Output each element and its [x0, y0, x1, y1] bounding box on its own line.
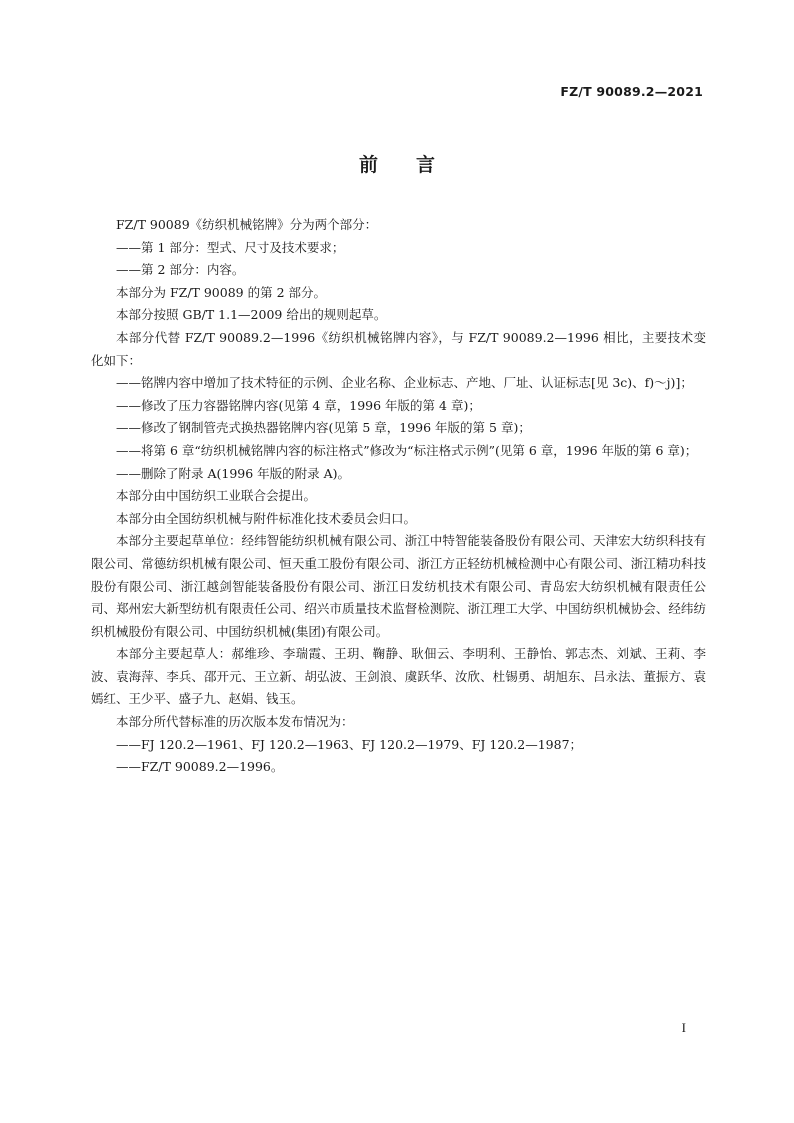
list-item-change-3: ——修改了钢制管壳式换热器铭牌内容(见第 5 章，1996 年版的第 5 章)； [116, 420, 531, 436]
paragraph-proposed-by: 本部分由中国纺织工业联合会提出。 [116, 488, 317, 504]
paragraph-replaces: 本部分代替 FZ/T 90089.2—1996《纺织机械铭牌内容》，与 FZ/T 90089.2—1996 相比，主要技术变化如下： [91, 329, 706, 368]
list-item-change-5: ——删除了附录 A(1996 年版的附录 A)。 [116, 465, 351, 481]
page-number: I [681, 1020, 686, 1035]
paragraph-drafters: 本部分主要起草人：郝维珍、李瑞霞、王玥、鞠静、耿佃云、李明利、王静怡、郭志杰、刘斌、王莉、李波、袁海萍、李兵、邵开元、王立新、胡弘波、王剑浪、虞跃华、汝欣、杜锡勇、胡旭东、吕永法、董振方、袁嫣红、王少平、盛子九、赵娟、钱玉。 [91, 646, 706, 707]
list-item-part-1: ——第 1 部分：型式、尺寸及技术要求； [116, 239, 345, 255]
paragraph-drafting-units: 本部分主要起草单位：经纬智能纺织机械有限公司、浙江中特智能装备股份有限公司、天津宏大纺织科技有限公司、常德纺织机械有限公司、恒天重工股份有限公司、浙江方正轻纺机械检测中心有限公司、浙江精功科技股份有限公司、浙江越剑智能装备股份有限公司、浙江日发纺机技术有限公司、青岛宏大纺织机械有限责任公司、郑州宏大新型纺机有限责任公司、绍兴市质量技术监督检测院、浙江理工大学、中国纺织机械协会、经纬纺织机械股份有限公司、中国纺织机械(集团)有限公司。 [91, 533, 706, 639]
list-item-edition-2: ——FZ/T 90089.2—1996。 [116, 759, 284, 775]
list-item-part-2: ——第 2 部分：内容。 [116, 262, 245, 278]
paragraph-drafting-rules: 本部分按照 GB/T 1.1—2009 给出的规则起草。 [116, 307, 387, 323]
list-item-edition-1: ——FJ 120.2—1961、FJ 120.2—1963、FJ 120.2—1979、FJ 120.2—1987； [116, 736, 583, 752]
list-item-change-1: ——铭牌内容中增加了技术特征的示例、企业名称、企业标志、产地、厂址、认证标志[见 3c)、f)～j)]； [116, 375, 693, 391]
paragraph-this-part: 本部分为 FZ/T 90089 的第 2 部分。 [116, 284, 326, 300]
paragraph-previous-editions: 本部分所代替标准的历次版本发布情况为： [116, 714, 354, 730]
foreword-body [91, 214, 706, 779]
paragraph-under-jurisdiction: 本部分由全国纺织机械与附件标准化技术委员会归口。 [116, 510, 417, 526]
list-item-change-2: ——修改了压力容器铭牌内容(见第 4 章，1996 年版的第 4 章)； [116, 397, 481, 413]
standard-number: FZ/T 90089.2—2021 [560, 84, 703, 99]
paragraph-parts-intro: FZ/T 90089《纺织机械铭牌》分为两个部分： [116, 217, 378, 232]
list-item-change-4: ——将第 6 章“纺织机械铭牌内容的标注格式”修改为“标注格式示例”(见第 6 章，1996 年版的第 6 章)； [116, 442, 698, 458]
page-title: 前言 [358, 154, 473, 176]
